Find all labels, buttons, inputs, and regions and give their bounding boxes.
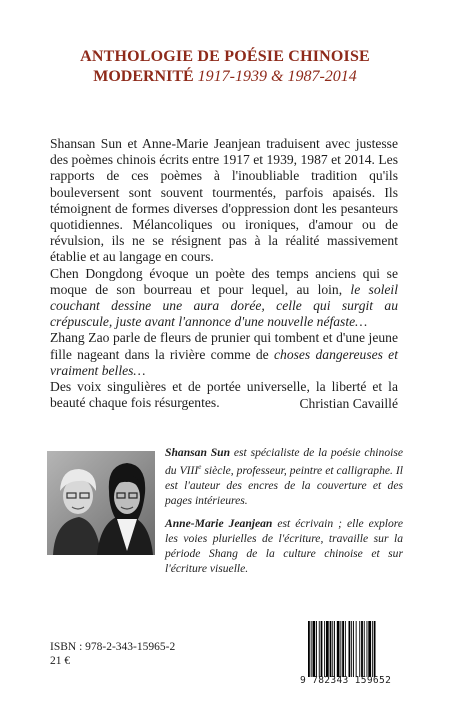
barcode-bar bbox=[361, 621, 363, 677]
paragraph-2-text: Chen Dongdong évoque un poète des temps anciens qui se moque de son bourreau et pour lequel, au loin, bbox=[50, 265, 398, 297]
barcode-bar bbox=[313, 621, 316, 677]
title-modernite: MODERNITÉ bbox=[93, 68, 194, 85]
barcode-bar bbox=[316, 621, 317, 677]
barcode-bar bbox=[367, 621, 368, 677]
signature: Christian Cavaillé bbox=[299, 396, 398, 411]
barcode-bar bbox=[353, 621, 354, 677]
bio-sun-name: Shansan Sun bbox=[165, 446, 231, 459]
authors-photo-image bbox=[47, 451, 155, 555]
barcode-bar bbox=[342, 621, 344, 677]
isbn-block bbox=[50, 640, 175, 668]
paragraph-3-quote: choses dangereuses et vraiment belles… bbox=[50, 346, 398, 378]
back-cover-text bbox=[50, 136, 398, 411]
title-dates: 1917-1939 & 1987-2014 bbox=[197, 68, 357, 85]
barcode-bar bbox=[319, 621, 320, 677]
paragraph-3-text: Zhang Zao parle de fleurs de prunier qui tombent et d'une jeune fille nageant dans la rivière comme de bbox=[50, 330, 398, 362]
authors-photo bbox=[47, 451, 155, 555]
bio-jeanjean-name: Anne-Marie Jeanjean bbox=[165, 516, 273, 530]
title-line-2 bbox=[0, 67, 450, 87]
barcode-bar bbox=[356, 621, 357, 677]
barcode-bar bbox=[349, 621, 351, 677]
bio-sun-text-1: est spécialiste de la poésie chinoise du VIII bbox=[165, 446, 404, 477]
barcode-bar bbox=[345, 621, 346, 677]
barcode-bar bbox=[364, 621, 365, 677]
paragraph-2 bbox=[50, 266, 398, 331]
barcode-bar bbox=[340, 621, 341, 677]
price: 21 € bbox=[50, 655, 71, 667]
barcode-bar bbox=[368, 621, 371, 677]
barcode-digits: 9 782343 159652 bbox=[300, 675, 392, 686]
barcode-bar bbox=[372, 621, 373, 677]
barcode-bar bbox=[359, 621, 360, 677]
barcode-bar bbox=[324, 621, 325, 677]
barcode-bar bbox=[334, 621, 335, 677]
barcode-bar bbox=[374, 621, 376, 677]
barcode-bar bbox=[330, 621, 332, 677]
bio-sun-text-2: siècle, professeur, peintre et calligraphe. Il est l'auteur des encres de la couverture et des pages intérieures. bbox=[165, 463, 403, 507]
barcode bbox=[307, 621, 401, 677]
bio-anne-marie-jeanjean bbox=[165, 516, 403, 576]
barcode-bar bbox=[321, 621, 323, 677]
book-title bbox=[0, 47, 450, 87]
paragraph-1: Shansan Sun et Anne-Marie Jeanjean traduisent avec justesse des poèmes chinois écrits entre 1917 et 1939, 1987 et 2014. Les rapports de ces poèmes à l'inoubliable tradition qu'ils bouleversent sont souvent tourmentés, parfois apaisés. Ils témoignent de formes diverses d'oppression dont les pesanteurs quotidiennes. Mélancoliques ou ironiques, d'amour ou de révulsion, ils ne se résignent pas à la réalité massivement établie et au langage en cours. bbox=[50, 136, 398, 265]
barcode-bar bbox=[332, 621, 333, 677]
barcode-bar bbox=[337, 621, 340, 677]
bio-shansan-sun bbox=[165, 445, 403, 508]
barcode-bar bbox=[326, 621, 329, 677]
bio-jeanjean-text: est écrivain ; elle explore les voies plurielles de l'écriture, travaille sur la période Shang de la culture chinoise et sur l'écriture visuelle. bbox=[165, 516, 403, 575]
bio-sun-sup: e bbox=[198, 463, 202, 471]
barcode-bar bbox=[351, 621, 352, 677]
barcode-bar bbox=[308, 621, 310, 677]
isbn: ISBN : 978-2-343-15965-2 bbox=[50, 641, 176, 653]
author-bios bbox=[165, 445, 403, 576]
barcode-bar bbox=[311, 621, 312, 677]
title-line-1: ANTHOLOGIE DE POÉSIE CHINOISE bbox=[80, 48, 370, 65]
paragraph-4: Des voix singulières et de portée universelle, la liberté et la beauté chaque fois résurgentes. bbox=[50, 379, 398, 411]
paragraph-2-quote: le soleil couchant dessine une aura dorée, celle qui surgit au crépuscule, juste avant l'annonce d'une nouvelle néfaste… bbox=[50, 281, 398, 330]
paragraph-3 bbox=[50, 330, 398, 379]
